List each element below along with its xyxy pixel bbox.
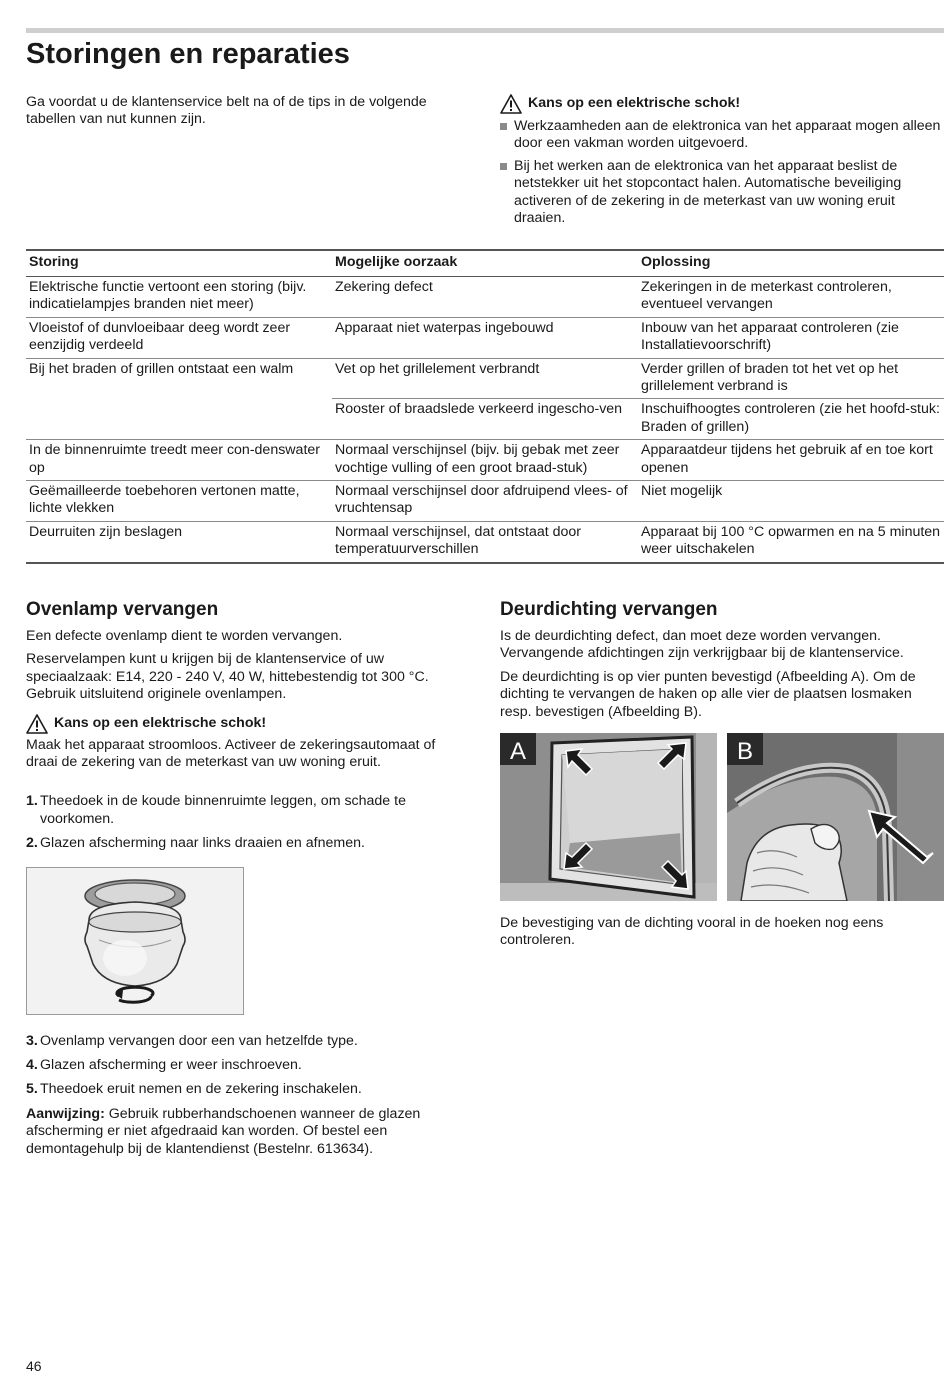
table-row <box>26 277 944 318</box>
table-row <box>26 481 944 522</box>
step-number: 5. <box>26 1081 38 1098</box>
table-cell: In de binnenruimte treedt meer con-denswater op <box>26 440 332 481</box>
table-cell: Zekering defect <box>332 277 638 318</box>
warning-list <box>500 118 944 227</box>
top-rule <box>26 28 944 33</box>
warning-item: Werkzaamheden aan de elektronica van het apparaat mogen alleen door een vakman worden uitgevoerd. <box>500 118 944 153</box>
table-row <box>26 317 944 358</box>
table-cell: Normaal verschijnsel door afdruipend vlees- of vruchtensap <box>332 481 638 522</box>
warning-block-top <box>500 94 944 232</box>
warning-title <box>500 94 944 114</box>
page-title: Storingen en reparaties <box>26 38 350 70</box>
step-item <box>26 1033 466 1050</box>
col-header-oorzaak: Mogelijke oorzaak <box>332 250 638 277</box>
table-cell: Niet mogelijk <box>638 481 944 522</box>
step-text: Glazen afscherming er weer inschroeven. <box>40 1057 302 1074</box>
table-cell: Apparaat bij 100 °C opwarmen en na 5 minuten weer uitschakelen <box>638 521 944 562</box>
table-cell: Normaal verschijnsel, dat ontstaat door temperatuurverschillen <box>332 521 638 562</box>
table-cell: Geëmailleerde toebehoren vertonen matte, lichte vlekken <box>26 481 332 522</box>
figure-caption: De bevestiging van de dichting vooral in de hoeken nog eens controleren. <box>500 915 884 949</box>
table-cell: Inbouw van het apparaat controleren (zie Installatievoorschrift) <box>638 317 944 358</box>
step-item <box>26 1057 466 1074</box>
figure-b-label: B <box>736 738 754 766</box>
door-seal-hooks-illustration <box>500 733 717 901</box>
lamp-cover-illustration <box>26 867 244 1015</box>
table-cell: Normaal verschijnsel (bijv. bij gebak met zeer vochtige vulling of een groot braad-stuk) <box>332 440 638 481</box>
section-deurdichting <box>500 598 944 956</box>
step-number: 3. <box>26 1032 38 1049</box>
deurdichting-p2: De deurdichting is op vier punten bevestigd (Afbeelding A). Om de dichting te vervangen de haken op alle vier de plaatsen losmaken resp. bevestigen (Afbeelding B). <box>500 668 916 720</box>
warning-item: Bij het werken aan de elektronica van het apparaat beslist de netstekker uit het stopcontact halen. Automatische beveiliging activeren of de zekering in de meterkast van uw woning eruit draaien. <box>500 158 944 228</box>
step-number: 1. <box>26 793 38 810</box>
table-header-row <box>26 250 944 277</box>
table-row <box>26 399 944 440</box>
troubleshooting-table <box>26 249 944 564</box>
ovenlamp-steps-b <box>26 1033 466 1099</box>
table-cell: Zekeringen in de meterkast controleren, eventueel vervangen <box>638 277 944 318</box>
table-cell: Apparaat niet waterpas ingebouwd <box>332 317 638 358</box>
table-cell: Vloeistof of dunvloeibaar deeg wordt zeer eenzijdig verdeeld <box>26 317 332 358</box>
table-cell: Elektrische functie vertoont een storing (bijv. indicatielampjes branden niet meer) <box>26 277 332 318</box>
ovenlamp-p1: Een defecte ovenlamp dient te worden vervangen. <box>26 628 343 644</box>
table-row <box>26 521 944 562</box>
table-cell <box>26 399 332 440</box>
col-header-oplossing: Oplossing <box>638 250 944 277</box>
table-cell: Deurruiten zijn beslagen <box>26 521 332 562</box>
warning-triangle-icon <box>26 714 48 734</box>
deurdichting-heading: Deurdichting vervangen <box>500 599 718 620</box>
ovenlamp-heading: Ovenlamp vervangen <box>26 599 219 620</box>
step-item <box>26 793 466 828</box>
ovenlamp-steps-a <box>26 793 466 852</box>
note-label: Aanwijzing: <box>26 1105 105 1122</box>
ovenlamp-warning-text: Maak het apparaat stroomloos. Activeer de zekeringsautomaat of draai de zekering van de meterkast van uw woning eruit. <box>26 736 436 771</box>
intro-text: Ga voordat u de klantenservice belt na of de tips in de volgende tabellen van nut kunnen zijn. <box>26 94 427 128</box>
ovenlamp-note <box>26 1106 466 1158</box>
hand-unhooking-seal-illustration <box>727 733 944 901</box>
table-cell: Bij het braden of grillen ontstaat een walm <box>29 360 294 377</box>
table-row <box>26 358 944 399</box>
figure-b <box>727 733 944 901</box>
page-number: 46 <box>26 1358 42 1374</box>
warning-triangle-icon <box>500 94 522 114</box>
warning-title-text: Kans op een elektrische schok! <box>528 95 741 112</box>
section-ovenlamp <box>26 598 466 1164</box>
step-text: Glazen afscherming naar links draaien en afnemen. <box>40 835 365 852</box>
table-cell: Rooster of braadslede verkeerd ingescho-ven <box>332 399 638 440</box>
col-header-storing: Storing <box>26 250 332 277</box>
figure-a <box>500 733 717 901</box>
table-row <box>26 440 944 481</box>
ovenlamp-warning-title <box>26 714 466 734</box>
table-cell: Apparaatdeur tijdens het gebruik af en toe kort openen <box>638 440 944 481</box>
table-cell: Verder grillen of braden tot het vet op het grillelement verbrand is <box>638 358 944 399</box>
table-cell: Inschuifhoogtes controleren (zie het hoofd-stuk: Braden of grillen) <box>638 399 944 440</box>
step-number: 2. <box>26 835 38 852</box>
step-text: Ovenlamp vervangen door een van hetzelfde type. <box>40 1032 358 1049</box>
step-item <box>26 1081 466 1098</box>
deurdichting-p1: Is de deurdichting defect, dan moet deze worden vervangen. Vervangende afdichtingen zijn verkrijgbaar bij de klantenservice. <box>500 628 904 662</box>
figure-a-label: A <box>509 738 527 766</box>
step-text: Theedoek in de koude binnenruimte leggen, om schade te voorkomen. <box>40 793 406 827</box>
step-text: Theedoek eruit nemen en de zekering inschakelen. <box>40 1081 362 1098</box>
note-text: Gebruik rubberhandschoenen wanneer de glazen afscherming er niet afgedraaid kan worden. Of bestel een demontagehulp bij de klantendienst (Bestelnr. 613634). <box>26 1105 421 1157</box>
figure-row <box>500 733 944 901</box>
step-item <box>26 835 466 852</box>
table-cell: Vet op het grillelement verbrandt <box>332 358 638 399</box>
step-number: 4. <box>26 1057 38 1074</box>
ovenlamp-warning-title-text: Kans op een elektrische schok! <box>54 714 267 731</box>
ovenlamp-p2: Reservelampen kunt u krijgen bij de klantenservice of uw speciaalzaak: E14, 220 - 240 V, 40 W, hittebestendig tot 300 °C. Gebruik uitsluitend originele ovenlampen. <box>26 651 429 703</box>
